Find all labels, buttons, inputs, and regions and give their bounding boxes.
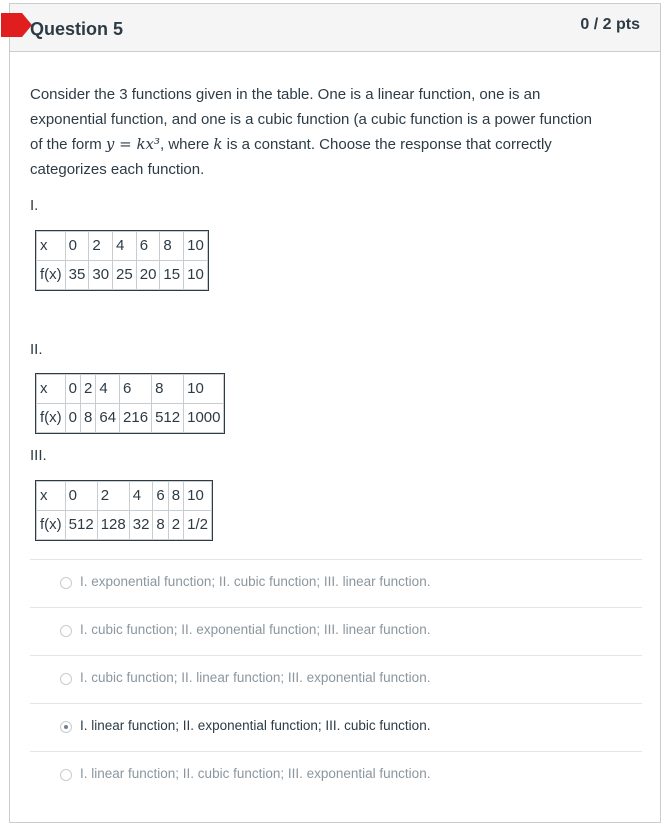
table-cell: 8 (81, 404, 96, 433)
table-cell: 10 (184, 375, 224, 404)
answer-option-1[interactable] (30, 559, 642, 607)
prompt-line-4: categorizes each function. (30, 160, 205, 178)
table-cell: 2 (97, 482, 129, 511)
table-label-2: II. (30, 341, 43, 358)
question-body (30, 83, 642, 533)
prompt-line-3-pre: of the form (30, 136, 106, 153)
table-cell: 30 (89, 261, 113, 290)
table-cell: 4 (129, 482, 153, 511)
table-cell: 35 (65, 261, 89, 290)
table-header-cell: f(x) (37, 404, 66, 433)
table-cell: 32 (129, 511, 153, 540)
answer-list (30, 559, 642, 799)
table-label-3: III. (30, 447, 47, 464)
table-row-fx (37, 404, 224, 433)
table-cell: 6 (153, 482, 168, 511)
table-cell: 10 (184, 232, 208, 261)
table-row-fx (37, 511, 212, 540)
radio-button[interactable] (60, 625, 72, 637)
table-label-1: I. (30, 197, 39, 214)
answer-text[interactable]: I. linear function; II. exponential function; III. cubic function. (80, 718, 431, 733)
table-cell: 20 (136, 261, 160, 290)
table-cell: 8 (153, 511, 168, 540)
answer-text[interactable]: I. linear function; II. cubic function; III. exponential function. (80, 766, 431, 781)
question-card (9, 3, 661, 823)
answer-text[interactable]: I. cubic function; II. exponential function; III. linear function. (80, 622, 431, 637)
prompt-line-3-post: is a constant. Choose the response that correctly (222, 136, 552, 153)
question-text (30, 83, 642, 182)
table-cell: 8 (152, 375, 184, 404)
table-row-x (37, 232, 208, 261)
table-cell: 2 (168, 511, 183, 540)
table-cell: 64 (96, 404, 120, 433)
function-table-3 (36, 481, 212, 540)
table-cell: 128 (97, 511, 129, 540)
radio-button-selected[interactable] (60, 721, 72, 733)
answer-text[interactable]: I. exponential function; II. cubic function; III. linear function. (80, 574, 431, 589)
table-cell: 4 (113, 232, 137, 261)
table-cell: 0 (65, 482, 97, 511)
prompt-line-1: Consider the 3 functions given in the table. One is a linear function, one is an (30, 86, 541, 103)
prompt-line-2: exponential function, and one is a cubic function (a cubic function is a power function (30, 110, 593, 128)
table-header-cell: x (37, 482, 66, 511)
table-cell: 10 (184, 482, 212, 511)
table-cell: 512 (152, 404, 184, 433)
table-cell: 6 (120, 375, 152, 404)
table-cell: 1/2 (184, 511, 212, 540)
question-points: 0 / 2 pts (580, 16, 640, 33)
table-cell: 25 (113, 261, 137, 290)
table-cell: 2 (81, 375, 96, 404)
table-cell: 15 (160, 261, 184, 290)
table-cell: 8 (168, 482, 183, 511)
answer-option-3[interactable] (30, 655, 642, 703)
table-row-x (37, 482, 212, 511)
table-cell: 4 (96, 375, 120, 404)
table-cell: 10 (184, 261, 208, 290)
table-row-x (37, 375, 224, 404)
table-row-fx (37, 261, 208, 290)
function-table-1 (36, 231, 208, 290)
formula: y = kx³ (105, 135, 161, 153)
answer-option-4[interactable] (30, 703, 642, 751)
question-title: Question 5 (30, 19, 124, 39)
question-header (10, 4, 660, 52)
table-cell: 0 (65, 404, 80, 433)
table-header-cell: f(x) (37, 511, 66, 540)
function-table-2 (36, 374, 224, 433)
table-cell: 0 (65, 375, 80, 404)
table-cell: 512 (65, 511, 97, 540)
table-header-cell: x (37, 375, 66, 404)
answer-option-5[interactable] (30, 751, 642, 799)
radio-button[interactable] (60, 577, 72, 589)
answer-text[interactable]: I. cubic function; II. linear function; III. exponential function. (80, 670, 431, 685)
prompt-line-3-mid: , where (160, 136, 214, 153)
answer-option-2[interactable] (30, 607, 642, 655)
table-cell: 0 (65, 232, 89, 261)
constant-k: k (213, 135, 223, 153)
table-header-cell: x (37, 232, 66, 261)
table-cell: 1000 (184, 404, 224, 433)
table-cell: 2 (89, 232, 113, 261)
table-cell: 8 (160, 232, 184, 261)
table-header-cell: f(x) (37, 261, 66, 290)
radio-button[interactable] (60, 769, 72, 781)
radio-button[interactable] (60, 673, 72, 685)
table-cell: 216 (120, 404, 152, 433)
table-cell: 6 (136, 232, 160, 261)
